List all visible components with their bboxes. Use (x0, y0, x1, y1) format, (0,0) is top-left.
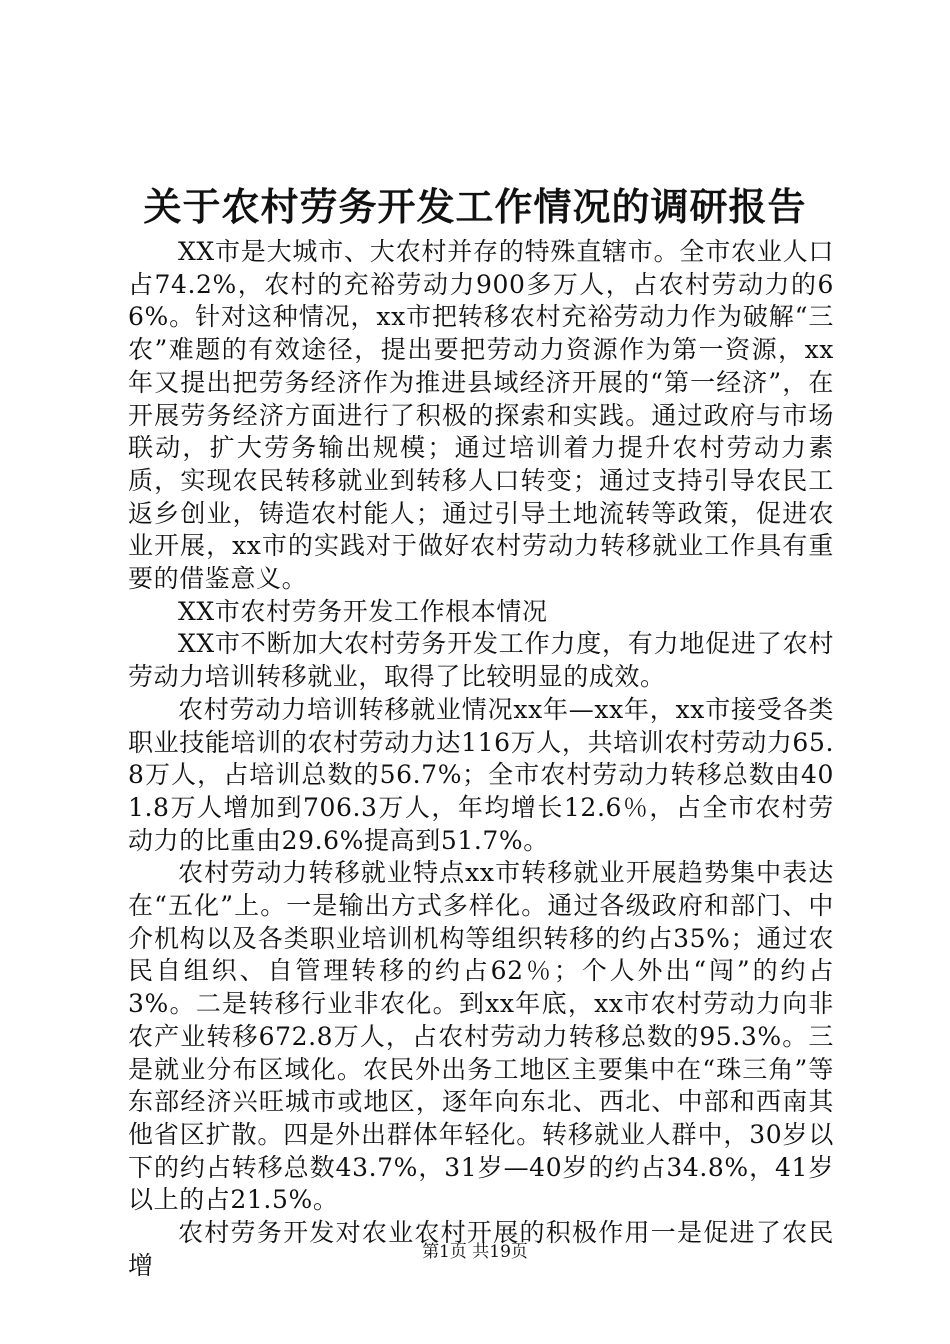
body-paragraph: 农村劳动力培训转移就业情况xx年—xx年，xx市接受各类职业技能培训的农村劳动力达116万人，共培训农村劳动力65.8万人，占培训总数的56.7%；全市农村劳动力转移总数由401.8万人增加到706.3万人，年均增长12.6％，占全市农村劳动力的比重由29.6%提高到51.7%。 (128, 694, 834, 855)
body-paragraph: XX市不断加大农村劳务开发工作力度，有力地促进了农村劳动力培训转移就业，取得了比较明显的成效。 (128, 629, 834, 692)
document-body (128, 236, 834, 1283)
section-heading: XX市农村劳务开发工作根本情况 (178, 596, 548, 626)
intro-paragraph: XX市是大城市、大农村并存的特殊直辖市。全市农业人口占74.2%，农村的充裕劳动力900多万人，占农村劳动力的66%。针对这种情况，xx市把转移农村充裕劳动力作为破解“三农”难题的有效途径，提出要把劳动力资源作为第一资源，xx年又提出把劳务经济作为推进县域经济开展的“第一经济”，在开展劳务经济方面进行了积极的探索和实践。通过政府与市场联动，扩大劳务输出规模；通过培训着力提升农村劳动力素质，实现农民转移就业到转移人口转变；通过支持引导农民工返乡创业，铸造农村能人；通过引导土地流转等政策，促进农业开展，xx市的实践对于做好农村劳动力转移就业工作具有重要的借鉴意义。 (128, 237, 834, 594)
body-paragraph: 农村劳动力转移就业特点xx市转移就业开展趋势集中表达在“五化”上。一是输出方式多样化。通过各级政府和部门、中介机构以及各类职业培训机构等组织转移的约占35%；通过农民自组织、自管理转移的约占62％；个人外出“闯”的约占3%。二是转移行业非农化。到xx年底，xx市农村劳动力向非农产业转移672.8万人，占农村劳动力转移总数的95.3%。三是就业分布区域化。农民外出务工地区主要集中在“珠三角”等东部经济兴旺城市或地区，逐年向东北、西北、中部和西南其他省区扩散。四是外出群体年轻化。转移就业人群中，30岁以下的约占转移总数43.7%，31岁—40岁的约占34.8%，41岁以上的占21.5%。 (128, 858, 834, 1215)
body-paragraph: 农村劳务开发对农业农村开展的积极作用一是促进了农民增 (128, 1218, 834, 1280)
document-title: 关于农村劳务开发工作情况的调研报告 (143, 185, 807, 229)
page-number-footer: 第1页 共19页 (422, 1242, 528, 1262)
